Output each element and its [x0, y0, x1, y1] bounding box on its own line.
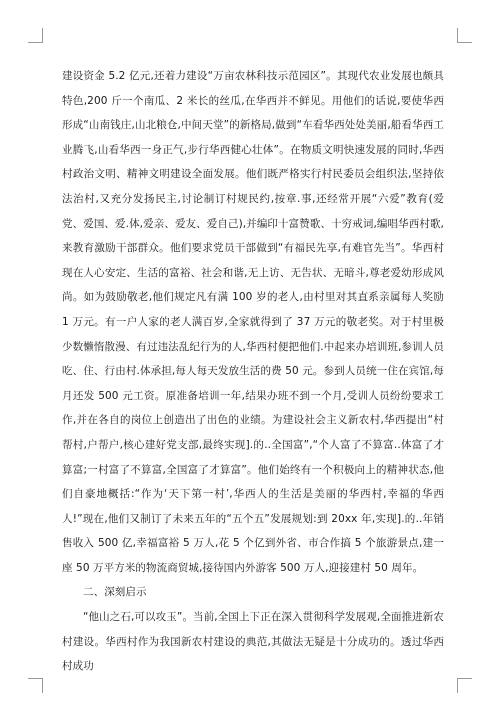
section-heading: 二、深刻启示	[83, 586, 147, 599]
body-paragraph: 建设资金 5.2 亿元,还着力建设“万亩农林科技示范园区”。其现代农业发展也颇具特色,200 斤一个南瓜、2 米长的丝瓜,在华西并不鲜见。用他们的话说,要使华西形成“山南钱庄,山北粮仓,中间天堂”的新格局,做到“车看华西处处美丽,船看华西工业腾飞,山看华西一身正气,步行华西健心壮体”。在物质文明快速发展的同时,华西村政治文明、精神文明建设全面发展。他们既严格实行村民委员会组织法,坚持依法治村,又充分发扬民主,讨论制订村规民约,按章.事,还经常开展“六爱”教育(爱党、爱国、爱.体,爱亲、爱友、爱自己),并编印十富赞歌、十穷戒词,编唱华西村歌,来教育激励干部群众。他们要求党员干部做到“有福民先享,有难官先当”。华西村现在人心安定、生活的富裕、社会和谐,无上访、无告状、无暗斗,尊老爱幼形成风尚。如为鼓励敬老,他们规定凡有满 100 岁的老人,由村里对其直系亲属每人奖励 1 万元。有一户人家的老人满百岁,全家就得到了 37 万元的敬老奖。对于村里极少数懒惰散漫、有过违法乱纪行为的人,华西村便把他们.中起来办培训班,参训人员吃、住、行由村.体承担,每人每天发放生活的费 50 元。参到人员统一住在宾馆,每月还发 500 元工资。原准备培训一年,结果办班不到一个月,受训人员纷纷要求工作,并在各自的岗位上创造出了出色的业绩。为建设社会主义新农村,华西提出“村帮村,户帮户,核心建好党支部,最终实现].的..全国富”,“个人富了不算富..体富了才算富;一村富了不算富,全国富了才算富”。他们始终有一个积极向上的精神状态,他们自豪地概括:“作为‘天下第一村’,华西人的生活是美丽的华西村,幸福的华西人!”现在,他们又制订了未来五年的“五个五”发展规划:到 20xx 年,实现].的..年销售收入 500 亿,幸福富裕 5 万人,花 5 个亿到外省、市合作搞 5 个旅游景点,建一座 50 万平方米的物流商贸城,接待国内外游客 500 万人,迎接建村 50 周年。	[62, 70, 444, 574]
crop-mark-top-right	[457, 28, 472, 43]
crop-mark-bottom-right	[457, 678, 472, 693]
body-paragraph: “他山之石,可以攻玉”。当前,全国上下正在深入贯彻科学发展观,全面推进新农村建设。华西村作为我国新农村建设的典范,其做法无疑是十分成功的。透过华西村成功	[62, 611, 444, 673]
crop-mark-top-left	[28, 28, 43, 43]
crop-mark-bottom-left	[28, 678, 43, 693]
document-body	[62, 64, 444, 679]
